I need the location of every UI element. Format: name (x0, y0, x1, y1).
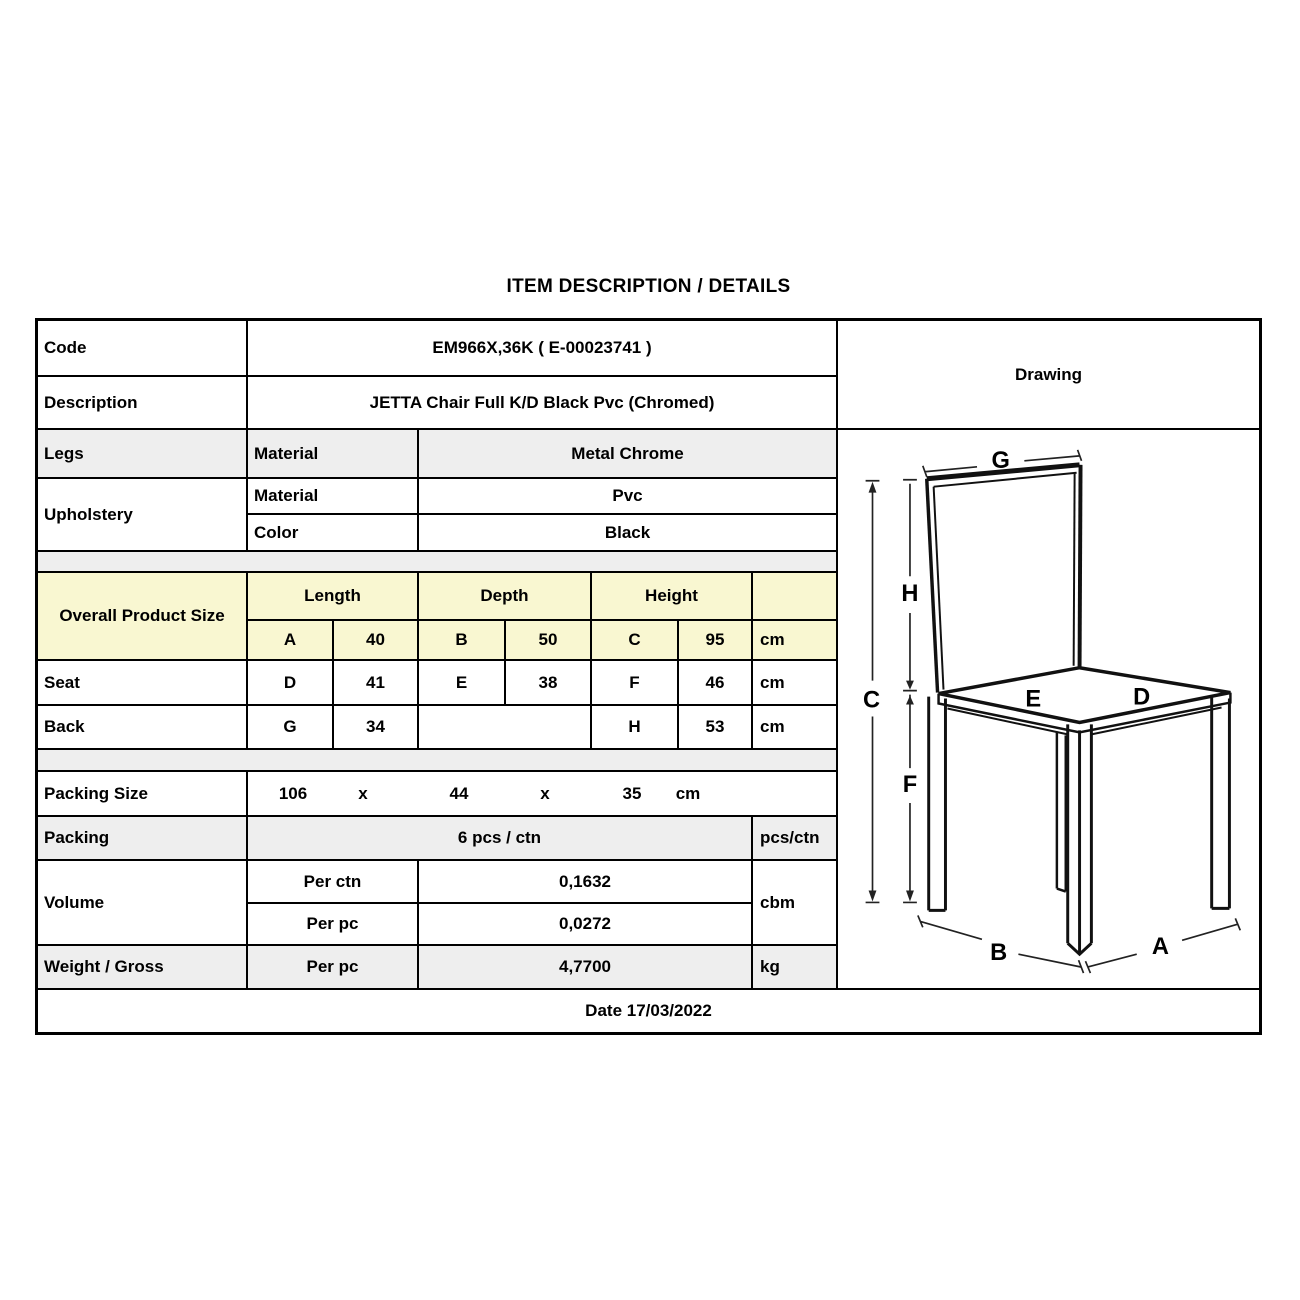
spacer-row (38, 750, 838, 772)
volume-per-ctn-label: Per ctn (248, 861, 419, 904)
packing-size-depth: 44 (449, 783, 469, 803)
size-overall-key-c: C (592, 621, 679, 661)
packing-size-separator: x (540, 783, 550, 803)
seat-value-d: 41 (334, 661, 419, 706)
packing-size-value (248, 772, 838, 817)
size-label (38, 573, 248, 661)
size-depth-header: Depth (419, 573, 592, 621)
volume-per-pc-value: 0,0272 (419, 904, 753, 946)
right-leg (1212, 697, 1230, 909)
volume-unit: cbm (753, 861, 838, 946)
drawing-label-c: C (862, 686, 881, 714)
upholstery-color-value: Black (419, 515, 838, 552)
date-row: Date 17/03/2022 (38, 990, 1259, 1032)
legs-material-label: Material (248, 430, 419, 479)
legs-material-value: Metal Chrome (419, 430, 838, 479)
backrest-left-post-outer (927, 479, 938, 693)
packing-size-label: Packing Size (38, 772, 248, 817)
code-value: EM966X,36K ( E-00023741 ) (248, 321, 838, 377)
back-leg (1057, 731, 1066, 891)
packing-value: 6 pcs / ctn (248, 817, 753, 861)
back-unit: cm (753, 706, 838, 750)
seat-label: Seat (38, 661, 248, 706)
packing-label: Packing (38, 817, 248, 861)
weight-unit: kg (753, 946, 838, 990)
packing-size-separator: x (358, 783, 368, 803)
size-label-text: Overall Product Size (59, 606, 225, 626)
front-leg (1068, 724, 1092, 954)
volume-per-pc-label: Per pc (248, 904, 419, 946)
dimension-line-f (903, 695, 917, 903)
upholstery-color-label: Color (248, 515, 419, 552)
size-overall-key-b: B (419, 621, 506, 661)
drawing-title: Drawing (838, 321, 1259, 430)
drawing-canvas (838, 430, 1259, 990)
seat-value-e: 38 (506, 661, 592, 706)
packing-size-unit: cm (675, 783, 701, 803)
back-empty-cell (419, 706, 592, 750)
seat-key-e: E (419, 661, 506, 706)
description-value: JETTA Chair Full K/D Black Pvc (Chromed) (248, 377, 838, 430)
upholstery-material-label: Material (248, 479, 419, 515)
drawing-label-h: H (901, 579, 919, 608)
size-overall-value-c: 95 (679, 621, 753, 661)
upholstery-label: Upholstery (38, 479, 248, 552)
back-key-h: H (592, 706, 679, 750)
packing-unit: pcs/ctn (753, 817, 838, 861)
size-overall-key-a: A (248, 621, 334, 661)
packing-size-length: 106 (278, 783, 308, 803)
seat-key-f: F (592, 661, 679, 706)
packing-size-height: 35 (622, 783, 642, 803)
size-overall-unit: cm (753, 621, 838, 661)
size-height-header: Height (592, 573, 753, 621)
seat-value-f: 46 (679, 661, 753, 706)
drawing-label-a: A (1151, 933, 1169, 961)
drawing-label-f: F (902, 770, 918, 799)
page-title: ITEM DESCRIPTION / DETAILS (506, 276, 791, 297)
back-label: Back (38, 706, 248, 750)
size-overall-value-a: 40 (334, 621, 419, 661)
volume-label: Volume (38, 861, 248, 946)
back-value-g: 34 (334, 706, 419, 750)
dimension-arrow-f-bottom (906, 891, 914, 902)
spacer-row (38, 552, 838, 573)
spec-table (35, 318, 1262, 1035)
back-value-h: 53 (679, 706, 753, 750)
backrest-right-edge (1080, 465, 1081, 669)
drawing-label-d: D (1133, 683, 1151, 711)
weight-label: Weight / Gross (38, 946, 248, 990)
backrest-right-inner (1074, 474, 1075, 666)
seat-unit: cm (753, 661, 838, 706)
size-length-header: Length (248, 573, 419, 621)
volume-per-ctn-value: 0,1632 (419, 861, 753, 904)
upholstery-material-value: Pvc (419, 479, 838, 515)
size-header-empty-cell (753, 573, 838, 621)
dimension-arrow-h-bottom (906, 681, 914, 690)
back-key-g: G (248, 706, 334, 750)
weight-per-pc-label: Per pc (248, 946, 419, 990)
seat-thickness-edge (939, 693, 1231, 733)
drawing-label-g: G (991, 446, 1010, 474)
dimension-arrow-c-top (869, 482, 877, 493)
dimension-arrow-f-top (906, 696, 914, 705)
seat-key-d: D (248, 661, 334, 706)
code-label: Code (38, 321, 248, 377)
drawing-label-b: B (990, 939, 1008, 967)
size-overall-value-b: 50 (506, 621, 592, 661)
weight-value: 4,7700 (419, 946, 753, 990)
legs-label: Legs (38, 430, 248, 479)
left-leg (929, 697, 946, 911)
drawing-label-e: E (1025, 685, 1042, 713)
chair-drawing (838, 430, 1259, 988)
dimension-arrow-c-bottom (869, 891, 877, 902)
description-label: Description (38, 377, 248, 430)
